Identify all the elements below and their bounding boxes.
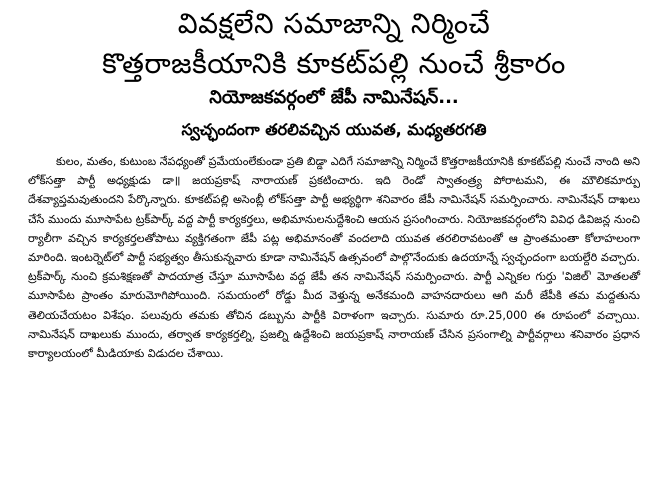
article-body: కులం, మతం, కుటుంబ నేపధ్యంతో ప్రమేయంలేకుండా ప్రతి బిడ్డా ఎదిగే సమాజాన్ని నిర్మించే కొత్తరాజకీయానికి కూకట్‌పల్లి నుంచే నాంది అని లోక్‌సత్తా పార్టీ అధ్యక్షుడు డా॥ జయప్రకాష్ నారాయణ్ ప్రకటించారు. ఇది రెండో స్వాతంత్ర్య పోరాటమని, ఈ మౌలికమార్పు దేశవ్యాప్తమవుతుందని పేర్కొన్నారు. కూకట్‌పల్లి అసెంబ్లీ లోక్‌సత్తా పార్టీ అభ్యర్థిగా శనివారం జేపీ నామినేషన్ సమర్పించారు. నామినేషన్ దాఖలు చేసే ముందు మూసాపేట ట్రక్‌పార్క్ వద్ద పార్టీ కార్యకర్తలు, అభిమానులనుద్దేశించి ఆయన ప్రసంగించారు. నియోజకవర్గంలోని వివిధ డివిజన్ల నుంచి ర్యాలీగా వచ్చిన కార్యకర్తలతోపాటు వ్యక్తిగతంగా జేపీ పట్ల అభిమానంతో వందలాది యువత తరలిరావటంతో ఆ ప్రాంతమంతా కోలాహలంగా మారింది. ఇంటర్నెట్‌లో పార్టీ సభ్యత్వం తీసుకున్నవారు కూడా నామినేషన్ ఉత్సవంలో పాల్గొనేందుకు ఉదయాన్నే స్వచ్ఛందంగా బయల్దేరి వచ్చారు. ట్రక్‌పార్క్ నుంచి క్రమశిక్షణతో పాదయాత్ర చేస్తూ మూసాపేట వద్ద జేపీ తన నామినేషన్ సమర్పించారు. పార్టీ ఎన్నికల గుర్తు 'విజిల్' మోతలతో మూసాపేట ప్రాంతం మారుమోగిపోయింది. సమయంలో రోడ్డు మీద వెళ్తున్న అనేకమంది వాహనదారులు ఆగి మరీ జేపీకి తమ మద్దతును తెలియచేయటం విశేషం. పలువురు తమకు తోచిన డబ్బును పార్టీకి విరాళంగా ఇచ్చారు. సుమారు రూ.25,000 ఈ రూపంలో వచ్చాయి. నామినేషన్ దాఖలుకు ముందు, తర్వాత కార్యకర్తల్ని, ప్రజల్ని ఉద్దేశించి జయప్రకాష్ నారాయణ్ చేసిన ప్రసంగాల్ని పార్టీవర్గాలు శనివారం ప్రధాన కార్యాలయంలో మీడియాకు విడుదల చేశాయి.	[28, 155, 641, 361]
headline-line-2: కొత్తరాజకీయానికి కూకట్‌పల్లి నుంచే శ్రీకారం	[102, 47, 566, 80]
subheadline-nomination: నియోజకవర్గంలో జేపీ నామినేషన్...	[209, 87, 459, 108]
subheadline-youth: స్వచ్ఛందంగా తరలివచ్చిన యువత, మధ్యతరగతి	[181, 120, 487, 139]
headline-line-1: వివక్షలేని సమాజాన్ని నిర్మించే	[177, 7, 491, 40]
